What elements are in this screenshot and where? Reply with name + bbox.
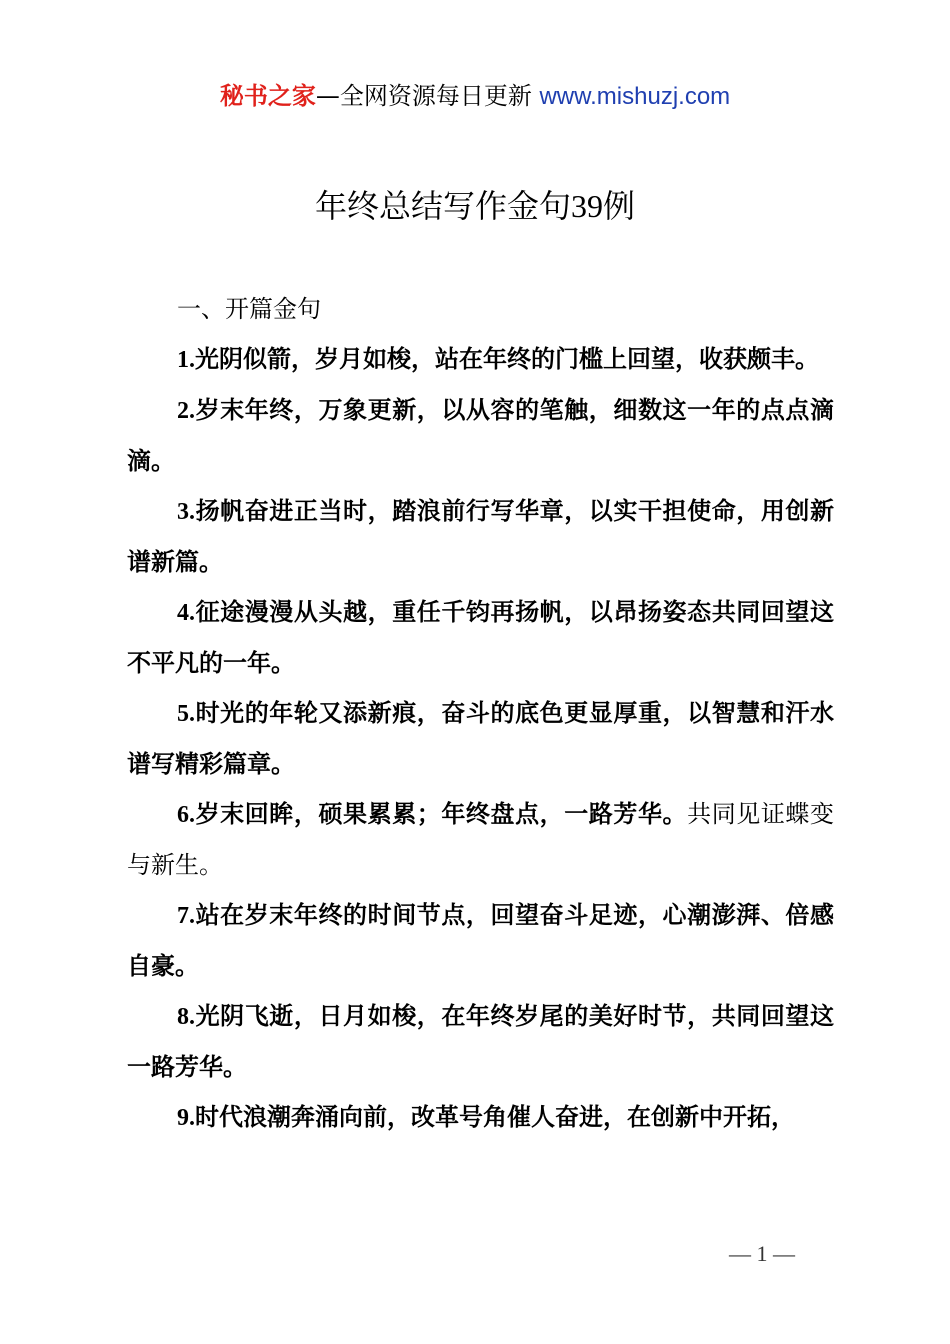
item-number: 8. bbox=[177, 1004, 195, 1030]
list-item bbox=[127, 486, 834, 587]
item-text-regular: 共同见证蝶变与新生。 bbox=[127, 800, 835, 879]
brand-name: 秘书之家 bbox=[219, 82, 316, 110]
title-number: 39 bbox=[571, 188, 603, 224]
item-text-bold: 扬帆奋进正当时，踏浪前行写华章，以实干担使命，用创新谱新篇。 bbox=[127, 497, 834, 576]
item-number: 4. bbox=[177, 600, 195, 626]
item-text-bold: 时代浪潮奔涌向前，改革号角催人奋进，在创新中开拓， bbox=[195, 1103, 795, 1131]
item-number: 6. bbox=[177, 802, 195, 828]
item-text-bold: 站在岁末年终的时间节点，回望奋斗足迹，心潮澎湃、倍感自豪。 bbox=[127, 901, 834, 980]
site-header bbox=[0, 80, 950, 113]
list-item bbox=[127, 587, 834, 688]
list-item bbox=[127, 385, 834, 486]
page-number: — 1 — bbox=[729, 1241, 795, 1266]
header-tagline: —全网资源每日更新 bbox=[315, 82, 540, 110]
item-number: 7. bbox=[177, 903, 195, 929]
list-item bbox=[127, 688, 834, 789]
list-item bbox=[127, 334, 834, 385]
item-text-bold: 时光的年轮又添新痕，奋斗的底色更显厚重，以智慧和汗水谱写精彩篇章。 bbox=[127, 699, 834, 778]
list-item bbox=[127, 789, 834, 890]
item-number: 3. bbox=[177, 499, 195, 525]
document-body bbox=[127, 284, 834, 1143]
list-item bbox=[127, 890, 834, 991]
list-item bbox=[127, 1092, 834, 1143]
item-text-bold: 征途漫漫从头越，重任千钧再扬帆，以昂扬姿态共同回望这不平凡的一年。 bbox=[127, 598, 834, 677]
title-suffix: 例 bbox=[603, 187, 636, 225]
site-url-link[interactable]: www.mishuzj.com bbox=[539, 83, 731, 110]
item-text-bold: 岁末年终，万象更新，以从容的笔触，细数这一年的点点滴滴。 bbox=[127, 396, 834, 475]
item-number: 9. bbox=[177, 1105, 195, 1131]
list-item bbox=[127, 991, 834, 1092]
document-title bbox=[0, 184, 950, 228]
title-prefix: 年终总结写作金句 bbox=[314, 187, 571, 225]
item-number: 1. bbox=[177, 347, 195, 373]
item-text-bold: 光阴飞逝，日月如梭，在年终岁尾的美好时节，共同回望这一路芳华。 bbox=[127, 1002, 834, 1081]
item-text-bold: 光阴似箭，岁月如梭，站在年终的门槛上回望，收获颇丰。 bbox=[195, 345, 819, 373]
section-heading: 一、开篇金句 bbox=[177, 295, 321, 323]
item-number: 5. bbox=[177, 701, 195, 727]
item-number: 2. bbox=[177, 398, 195, 424]
item-text-bold: 岁末回眸，硕果累累；年终盘点，一路芳华。 bbox=[195, 800, 688, 828]
